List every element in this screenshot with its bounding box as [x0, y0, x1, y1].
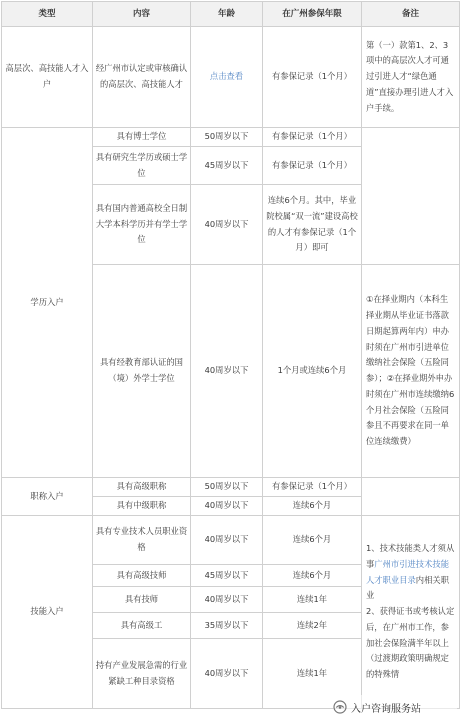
age-cell: 40周岁以下 — [191, 185, 263, 265]
note-cell-empty — [362, 128, 460, 265]
years-cell: 连续2年 — [263, 613, 362, 639]
age-cell: 40周岁以下 — [191, 587, 263, 613]
content-cell: 持有产业发展急需的行业紧缺工种目录资格 — [93, 639, 191, 709]
content-cell: 具有技师 — [93, 587, 191, 613]
policy-table-container — [1, 1, 459, 715]
type-cell: 技能入户 — [2, 516, 93, 709]
age-cell: 50周岁以下 — [191, 128, 263, 147]
age-cell: 40周岁以下 — [191, 639, 263, 709]
click-to-view-link[interactable]: 点击查看 — [191, 27, 263, 128]
years-cell: 连续6个月 — [263, 516, 362, 565]
wechat-official-account-icon — [333, 700, 347, 714]
years-cell: 有参保记录（1个月） — [263, 27, 362, 128]
age-cell: 45周岁以下 — [191, 147, 263, 185]
years-cell: 连续6个月 — [263, 565, 362, 587]
note-cell: 第（一）款第1、2、3项中的高层次人才可通过引进人才“绿色通道”直接办理引进人才入户手续。 — [362, 27, 460, 128]
years-cell: 连续6个月 — [263, 497, 362, 516]
hukou-policy-table — [1, 1, 460, 709]
note-cell-empty — [362, 478, 460, 516]
years-cell: 有参保记录（1个月） — [263, 147, 362, 185]
age-cell: 40周岁以下 — [191, 497, 263, 516]
content-cell: 具有经教育部认证的国（境）外学士学位 — [93, 265, 191, 478]
content-cell: 具有高级技师 — [93, 565, 191, 587]
content-cell: 具有中级职称 — [93, 497, 191, 516]
type-cell: 高层次、高技能人才入户 — [2, 27, 93, 128]
table-row — [2, 516, 460, 565]
content-cell: 具有研究生学历或硕士学位 — [93, 147, 191, 185]
watermark — [333, 695, 457, 719]
table-row — [2, 128, 460, 147]
content-cell: 具有专业技术人员职业资格 — [93, 516, 191, 565]
watermark-text: 入户咨询服务站 — [351, 703, 421, 715]
note-text: 2、获得证书或考核认定后，在广州市工作，参加社会保险满半年以上（过渡期政策明确规定的特殊情 — [366, 606, 455, 680]
note-text: 内相关职业 — [366, 574, 449, 601]
note-cell — [362, 516, 460, 709]
age-cell: 40周岁以下 — [191, 265, 263, 478]
table-header-row — [2, 2, 460, 27]
table-row — [2, 27, 460, 128]
age-cell: 35周岁以下 — [191, 613, 263, 639]
age-cell: 50周岁以下 — [191, 478, 263, 497]
content-cell: 经广州市认定或审核确认的高层次、高技能人才 — [93, 27, 191, 128]
header-age: 年龄 — [191, 2, 263, 27]
header-content: 内容 — [93, 2, 191, 27]
header-note: 备注 — [362, 2, 460, 27]
content-cell: 具有博士学位 — [93, 128, 191, 147]
content-cell: 具有国内普通高校全日制大学本科学历并有学士学位 — [93, 185, 191, 265]
type-cell: 职称入户 — [2, 478, 93, 516]
years-cell: 连续1年 — [263, 587, 362, 613]
header-type: 类型 — [2, 2, 93, 27]
note-text: 1、技术技能类人才须从事 — [366, 543, 455, 569]
header-years: 在广州参保年限 — [263, 2, 362, 27]
content-cell: 具有高级工 — [93, 613, 191, 639]
years-cell: 连续1年 — [263, 639, 362, 709]
years-cell: 有参保记录（1个月） — [263, 478, 362, 497]
years-cell: 1个月或连续6个月 — [263, 265, 362, 478]
content-cell: 具有高级职称 — [93, 478, 191, 497]
table-row — [2, 478, 460, 497]
age-cell: 45周岁以下 — [191, 565, 263, 587]
age-cell: 40周岁以下 — [191, 516, 263, 565]
years-cell: 连续6个月。其中，毕业院校属“双一流”建设高校的人才有参保记录（1个月）即可 — [263, 185, 362, 265]
years-cell: 有参保记录（1个月） — [263, 128, 362, 147]
occupation-catalog-link[interactable]: 广州市引进技术技能人才职业目录 — [366, 558, 449, 585]
note-cell: ①在择业期内（本科生择业期从毕业证书落款日期起算两年内）申办时须在广州市引进单位缴纳社会保险（五险同参）；②在择业期外申办时须在广州市连续缴纳6个月社会保险（五险同参且不再要求在同一单位连续缴费） — [362, 265, 460, 478]
type-cell: 学历入户 — [2, 128, 93, 478]
